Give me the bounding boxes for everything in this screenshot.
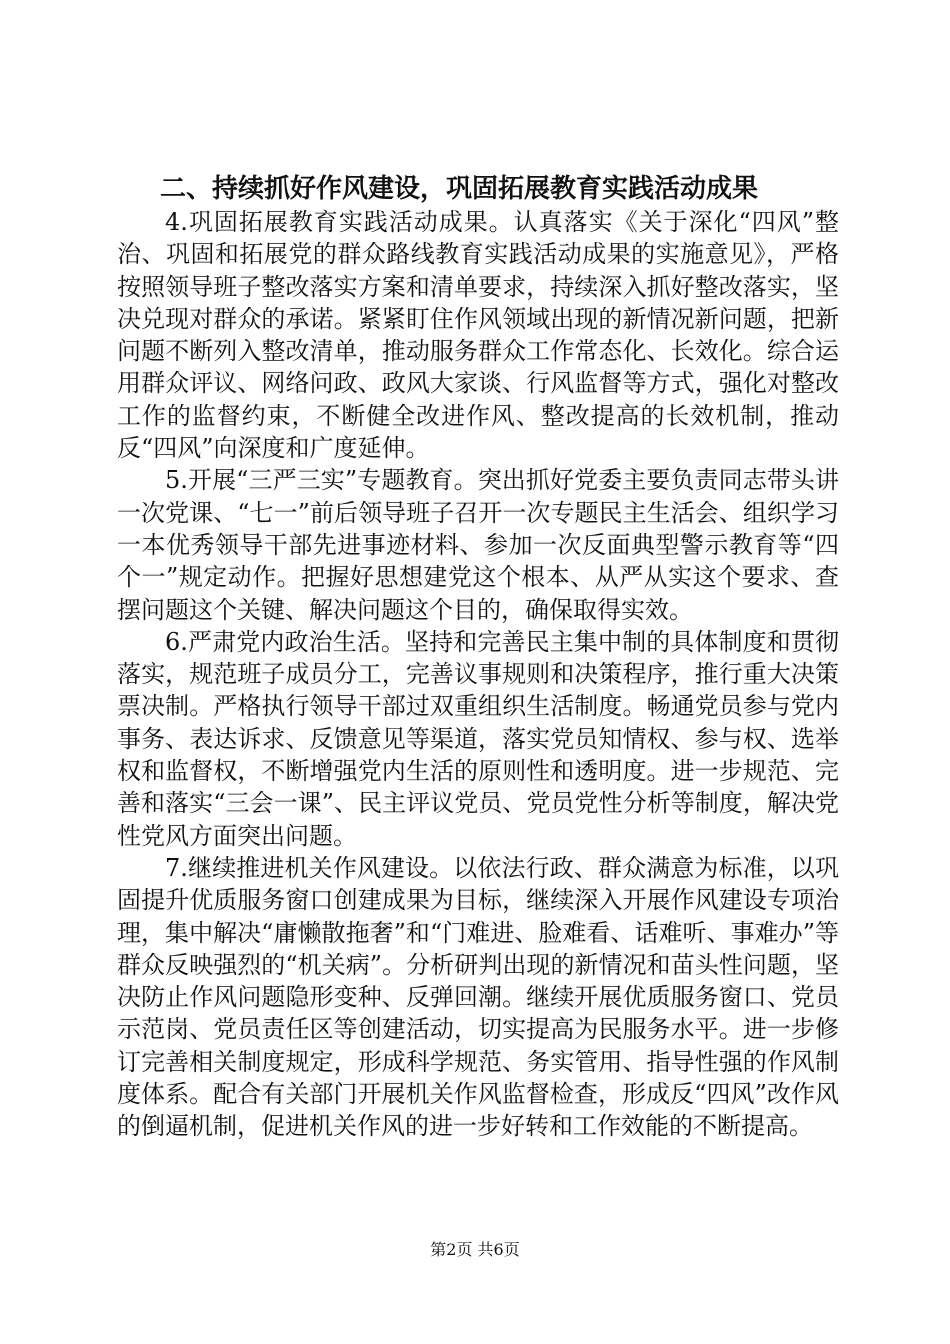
paragraph-7: 7.继续推进机关作风建设。以依法行政、群众满意为标准，以巩固提升优质服务窗口创建成果为目标，继续深入开展作风建设专项治理，集中解决“庸懒散拖奢”和“门难进、脸难看、话难听、事难办”等群众反映强烈的“机关病”。分析研判出现的新情况和苗头性问题，坚决防止作风问题隐形变种、反弹回潮。继续开展优质服务窗口、党员示范岗、党员责任区等创建活动，切实提高为民服务水平。进一步修订完善相关制度规定，形成科学规范、务实管用、指导性强的作风制度体系。配合有关部门开展机关作风监督检查，形成反“四风”改作风的倒逼机制，促进机关作风的进一步好转和工作效能的不断提高。	[117, 853, 839, 1141]
paragraph-4: 4.巩固拓展教育实践活动成果。认真落实《关于深化“四风”整治、巩固和拓展党的群众路线教育实践活动成果的实施意见》，严格按照领导班子整改落实方案和清单要求，持续深入抓好整改落实，坚决兑现对群众的承诺。紧紧盯住作风领域出现的新情况新问题，把新问题不断列入整改清单，推动服务群众工作常态化、长效化。综合运用群众评议、网络问政、政风大家谈、行风监督等方式，强化对整改工作的监督约束，不断健全改进作风、整改提高的长效机制，推动反“四风”向深度和广度延伸。	[117, 208, 839, 463]
page-footer: 第2页 共6页	[430, 1240, 520, 1259]
paragraph-6: 6.严肃党内政治生活。坚持和完善民主集中制的具体制度和贯彻落实，规范班子成员分工，完善议事规则和决策程序，推行重大决策票决制。严格执行领导干部过双重组织生活制度。畅通党员参与党内事务、表达诉求、反馈意见等渠道，落实党员知情权、参与权、选举权和监督权，不断增强党内生活的原则性和透明度。进一步规范、完善和落实“三会一课”、民主评议党员、党员党性分析等制度，解决党性党风方面突出问题。	[117, 627, 839, 850]
paragraph-5: 5.开展“三严三实”专题教育。突出抓好党委主要负责同志带头讲一次党课、“七一”前后领导班子召开一次专题民主生活会、组织学习一本优秀领导干部先进事迹材料、参加一次反面典型警示教育等“四个一”规定动作。把握好思想建党这个根本、从严从实这个要求、查摆问题这个关键、解决问题这个目的，确保取得实效。	[117, 466, 839, 624]
document-body	[117, 206, 839, 1143]
section-heading: 二、持续抓好作风建设，巩固拓展教育实践活动成果	[160, 174, 759, 204]
